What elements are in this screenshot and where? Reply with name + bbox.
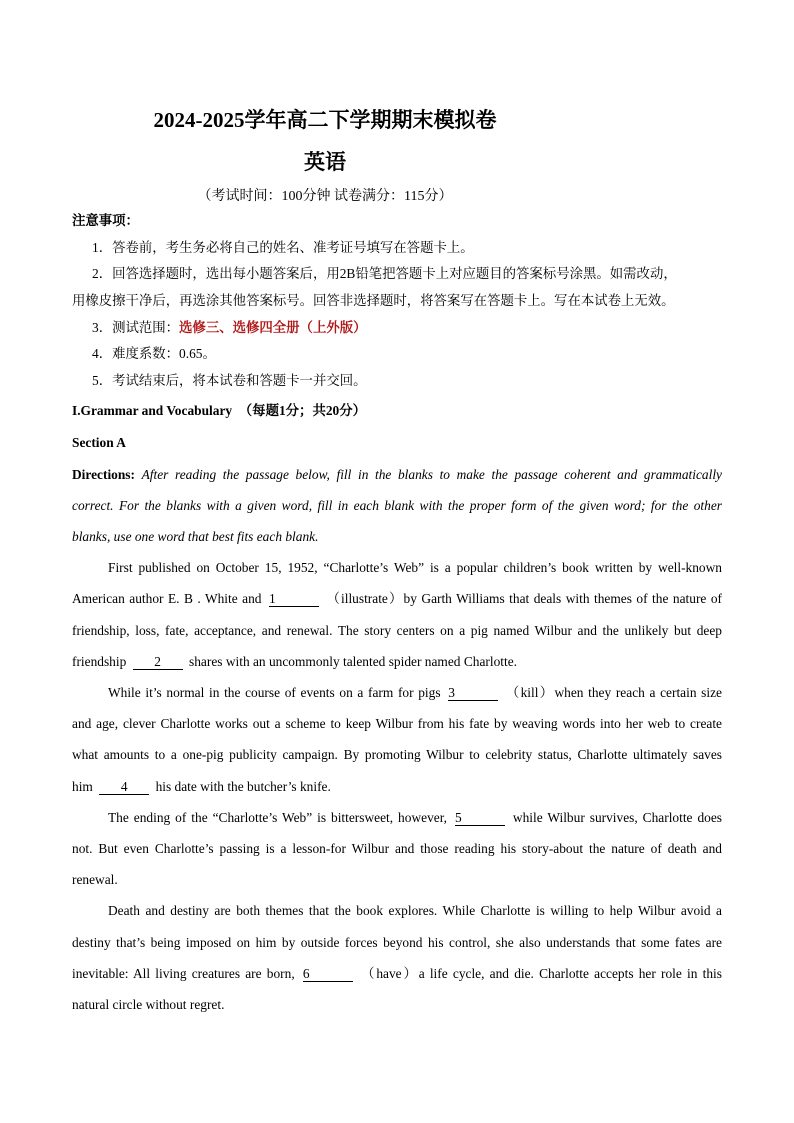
p4-line-3-text-a: inevitable: All living creatures are born, bbox=[72, 966, 295, 981]
notes-heading: 注意事项： bbox=[72, 213, 139, 228]
p2-line-1-text-b: （kill）when they reach a certain size bbox=[505, 685, 723, 700]
p4-line-3 bbox=[72, 965, 722, 983]
p1-line-2-text-a: American author E. B . White and bbox=[72, 591, 262, 606]
blank-1[interactable]: 1 bbox=[269, 591, 319, 607]
directions-label: Directions: bbox=[72, 467, 135, 482]
blank-6[interactable]: 6 bbox=[303, 966, 353, 982]
p2-line-4 bbox=[72, 778, 722, 796]
note-item-3 bbox=[72, 319, 742, 337]
p4-line-2: destiny that’s being imposed on him by outside forces beyond his control, she also understands that some fates are bbox=[72, 935, 722, 950]
note-item-5: 5．考试结束后，将本试卷和答题卡一并交回。 bbox=[92, 373, 367, 388]
blank-2[interactable]: 2 bbox=[133, 654, 183, 670]
p2-line-2: and age, clever Charlotte works out a scheme to keep Wilbur from his fate by weaving words into her web to create bbox=[72, 716, 722, 731]
part-title: I.Grammar and Vocabulary bbox=[72, 403, 233, 418]
p1-line-2 bbox=[72, 590, 722, 608]
test-scope: 选修三、选修四全册（上外版） bbox=[179, 320, 367, 335]
p2-line-1-text-a: While it’s normal in the course of events on a farm for pigs bbox=[108, 685, 441, 700]
p1-line-4 bbox=[72, 653, 722, 671]
p3-line-1-text-a: The ending of the “Charlotte’s Web” is bittersweet, however, bbox=[108, 810, 447, 825]
blank-3[interactable]: 3 bbox=[448, 685, 498, 701]
directions-line-2: correct. For the blanks with a given word, fill in each blank with the proper form of the given word; for the other bbox=[72, 498, 722, 513]
note-item-2-line-1: 2．回答选择题时，选出每小题答案后，用2B铅笔把答题卡上对应题目的答案标号涂黑。如需改动， bbox=[92, 266, 677, 281]
p4-line-4: natural circle without regret. bbox=[72, 997, 225, 1012]
p3-line-2: not. But even Charlotte’s passing is a lesson-for Wilbur and those reading his story-about the nature of death and bbox=[72, 841, 722, 856]
p1-line-4-text-a: friendship bbox=[72, 654, 127, 669]
part-heading bbox=[72, 402, 722, 420]
blank-5[interactable]: 5 bbox=[455, 810, 505, 826]
p2-line-3: what amounts to a one-pig publicity campaign. By promoting Wilbur to celebrity status, Charlotte ultimately saves bbox=[72, 747, 722, 762]
p1-line-1: First published on October 15, 1952, “Charlotte’s Web” is a popular children’s book written by well-known bbox=[108, 560, 722, 575]
p3-line-1 bbox=[72, 809, 722, 827]
subject-title: 英语 bbox=[304, 150, 346, 174]
p2-line-1 bbox=[72, 684, 722, 702]
section-heading: Section A bbox=[72, 435, 126, 450]
note-item-3-label: 3．测试范围： bbox=[92, 320, 180, 335]
p2-line-4-text-a: him bbox=[72, 779, 93, 794]
p3-line-1-text-b: while Wilbur survives, Charlotte does bbox=[512, 810, 722, 825]
p4-line-3-text-b: （have）a life cycle, and die. Charlotte accepts her role in this bbox=[361, 966, 722, 981]
p1-line-4-text-b: shares with an uncommonly talented spider named Charlotte. bbox=[189, 654, 518, 669]
directions-line-3: blanks, use one word that best fits each blank. bbox=[72, 529, 319, 544]
p1-line-2-text-b: （illustrate）by Garth Williams that deals with themes of the nature of bbox=[326, 591, 722, 606]
directions-line-1 bbox=[72, 466, 722, 484]
note-item-2-line-2: 用橡皮擦干净后，再选涂其他答案标号。回答非选择题时，将答案写在答题卡上。写在本试卷上无效。 bbox=[72, 293, 675, 308]
p4-line-1: Death and destiny are both themes that the book explores. While Charlotte is willing to help Wilbur avoid a bbox=[108, 903, 722, 918]
exam-info: （考试时间：100分钟 试卷满分：115分） bbox=[197, 189, 453, 204]
note-item-4: 4．难度系数：0.65。 bbox=[92, 346, 216, 361]
directions-text-1: After reading the passage below, fill in the blanks to make the passage coherent and grammatically bbox=[141, 467, 722, 482]
note-item-1: 1．答卷前，考生务必将自己的姓名、准考证号填写在答题卡上。 bbox=[92, 240, 474, 255]
p1-line-3: friendship, loss, fate, acceptance, and renewal. The story centers on a pig named Wilbur and the unlikely but deep bbox=[72, 623, 722, 638]
part-score: （每题1分；共20分） bbox=[238, 403, 367, 418]
p3-line-3: renewal. bbox=[72, 872, 118, 887]
blank-4[interactable]: 4 bbox=[99, 779, 149, 795]
exam-title: 2024-2025学年高二下学期期末模拟卷 bbox=[153, 108, 497, 132]
p2-line-4-text-b: his date with the butcher’s knife. bbox=[155, 779, 331, 794]
